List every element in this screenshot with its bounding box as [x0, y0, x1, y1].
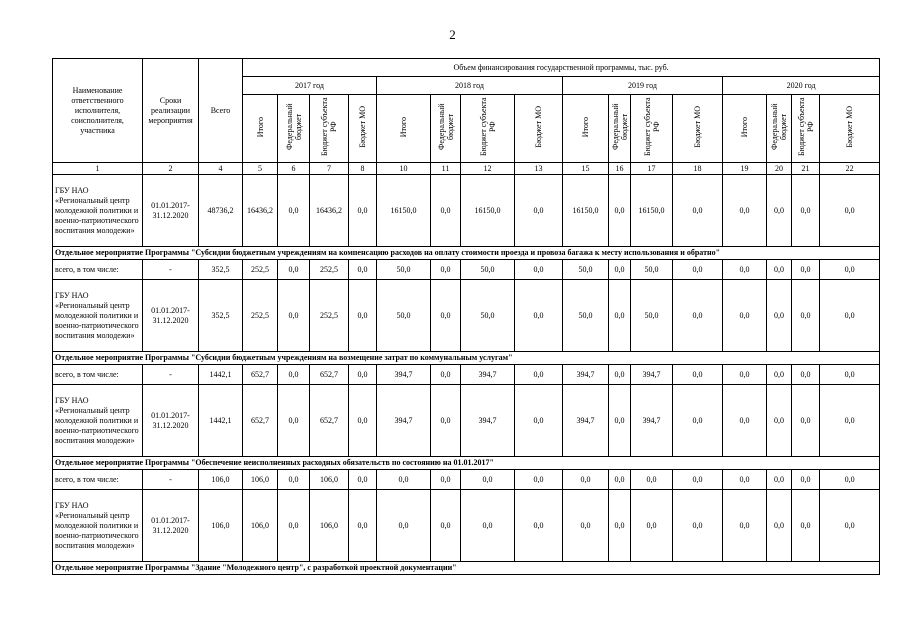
row-name: всего, в том числе: [53, 365, 143, 385]
column-number: 5 [243, 163, 278, 175]
row-value: 252,5 [243, 260, 278, 280]
row-value: 0,0 [820, 260, 880, 280]
row-value: 16150,0 [563, 175, 609, 247]
row-value: 16436,2 [310, 175, 349, 247]
row-value: 394,7 [461, 365, 515, 385]
header-sub-cell [310, 95, 349, 163]
header-sub-cell [820, 95, 880, 163]
row-value: 0,0 [515, 175, 563, 247]
row-value: 0,0 [563, 470, 609, 490]
row-value: 0,0 [820, 175, 880, 247]
row-terms: 01.01.2017-31.12.2020 [143, 490, 199, 562]
column-number: 17 [631, 163, 673, 175]
row-value: 0,0 [278, 470, 310, 490]
row-value: 0,0 [377, 490, 431, 562]
row-value: 0,0 [349, 470, 377, 490]
row-value: 0,0 [820, 385, 880, 457]
header-sub-cell [515, 95, 563, 163]
row-value: 0,0 [631, 490, 673, 562]
row-value: 394,7 [377, 385, 431, 457]
row-value: 0,0 [609, 280, 631, 352]
row-value: 50,0 [563, 260, 609, 280]
row-value: 0,0 [377, 470, 431, 490]
row-value: 16150,0 [631, 175, 673, 247]
row-value: 252,5 [310, 260, 349, 280]
row-value: 652,7 [243, 365, 278, 385]
row-terms: 01.01.2017-31.12.2020 [143, 385, 199, 457]
row-value: 16150,0 [461, 175, 515, 247]
header-sub-label: Бюджет субъекта РФ [796, 97, 815, 157]
row-name: ГБУ НАО «Региональный центр молодежной политики и военно-патриотического воспитания молодежи» [53, 490, 143, 562]
column-number: 15 [563, 163, 609, 175]
row-value: 0,0 [820, 280, 880, 352]
row-value: 106,0 [243, 490, 278, 562]
row-value: 0,0 [792, 385, 820, 457]
header-sub-label: Федеральный бюджет [770, 103, 788, 151]
row-value: 0,0 [349, 280, 377, 352]
row-value: 394,7 [631, 365, 673, 385]
header-terms: Сроки реализации мероприятия [143, 59, 199, 163]
row-value: 0,0 [515, 385, 563, 457]
row-value: 0,0 [820, 365, 880, 385]
header-sub-cell [631, 95, 673, 163]
row-value: 394,7 [631, 385, 673, 457]
column-number: 1 [53, 163, 143, 175]
row-value: 0,0 [723, 385, 767, 457]
row-value: 0,0 [515, 490, 563, 562]
row-terms: - [143, 470, 199, 490]
header-sub-cell [461, 95, 515, 163]
row-value: 50,0 [563, 280, 609, 352]
row-value: 0,0 [673, 365, 723, 385]
row-value: 0,0 [431, 365, 461, 385]
row-value: 0,0 [673, 280, 723, 352]
row-value: 0,0 [792, 490, 820, 562]
table-row [53, 365, 880, 385]
row-value: 0,0 [631, 470, 673, 490]
column-number: 2 [143, 163, 199, 175]
header-sub-label: Итого [740, 116, 749, 138]
row-terms: - [143, 365, 199, 385]
row-value: 1442,1 [199, 385, 243, 457]
row-value: 0,0 [767, 175, 792, 247]
row-value: 394,7 [563, 365, 609, 385]
row-value: 394,7 [563, 385, 609, 457]
row-value: 106,0 [243, 470, 278, 490]
row-value: 106,0 [310, 490, 349, 562]
row-value: 0,0 [767, 280, 792, 352]
row-value: 0,0 [431, 280, 461, 352]
row-value: 0,0 [431, 470, 461, 490]
header-sub-label: Бюджет субъекта РФ [478, 97, 497, 157]
section-row [53, 562, 880, 575]
column-number: 20 [767, 163, 792, 175]
row-value: 48736,2 [199, 175, 243, 247]
column-number: 18 [673, 163, 723, 175]
row-value: 0,0 [723, 260, 767, 280]
column-number: 12 [461, 163, 515, 175]
header-sub-label: Бюджет субъекта РФ [320, 97, 338, 157]
row-value: 652,7 [310, 365, 349, 385]
column-number: 22 [820, 163, 880, 175]
header-year: 2019 год [563, 77, 723, 95]
column-number: 7 [310, 163, 349, 175]
header-sub-label: Бюджет МО [534, 106, 543, 148]
row-value: 50,0 [631, 280, 673, 352]
column-number: 11 [431, 163, 461, 175]
table-row [53, 280, 880, 352]
row-value: 352,5 [199, 260, 243, 280]
row-value: 0,0 [609, 385, 631, 457]
header-sub-cell [349, 95, 377, 163]
row-name: всего, в том числе: [53, 470, 143, 490]
row-value: 352,5 [199, 280, 243, 352]
row-value: 0,0 [673, 490, 723, 562]
row-value: 0,0 [431, 490, 461, 562]
column-number: 13 [515, 163, 563, 175]
row-value: 0,0 [431, 260, 461, 280]
row-value: 0,0 [515, 280, 563, 352]
section-title: Отдельное мероприятие Программы "Здание "Молодежного центр", с разработкой проектной документации" [53, 562, 880, 575]
header-sub-label: Федеральный бюджет [436, 103, 455, 151]
header-sub-cell [563, 95, 609, 163]
section-title: Отдельное мероприятие Программы "Субсидии бюджетным учреждениям на компенсацию расходов на оплату стоимости проезда и провоза багажа к месту использования и обратно" [53, 247, 880, 260]
row-value: 0,0 [278, 385, 310, 457]
row-value: 0,0 [431, 175, 461, 247]
header-sub-label: Бюджет МО [693, 106, 702, 148]
row-value: 0,0 [767, 385, 792, 457]
row-value: 394,7 [377, 365, 431, 385]
column-number: 4 [199, 163, 243, 175]
header-volume: Объем финансирования государственной программы, тыс. руб. [243, 59, 880, 77]
financing-table [52, 58, 880, 575]
row-value: 0,0 [723, 280, 767, 352]
header-sub-label: Федеральный бюджет [284, 103, 303, 151]
table-row [53, 385, 880, 457]
row-value: 0,0 [767, 365, 792, 385]
row-terms: 01.01.2017-31.12.2020 [143, 175, 199, 247]
row-value: 0,0 [609, 365, 631, 385]
row-value: 0,0 [723, 470, 767, 490]
header-sub-cell [243, 95, 278, 163]
column-number: 16 [609, 163, 631, 175]
table-row [53, 260, 880, 280]
row-value: 0,0 [278, 280, 310, 352]
row-value: 0,0 [609, 260, 631, 280]
row-value: 652,7 [243, 385, 278, 457]
row-value: 0,0 [278, 260, 310, 280]
table-row [53, 175, 880, 247]
row-value: 0,0 [673, 260, 723, 280]
section-row [53, 247, 880, 260]
row-value: 0,0 [767, 260, 792, 280]
row-value: 0,0 [673, 175, 723, 247]
row-value: 0,0 [723, 175, 767, 247]
table-row [53, 490, 880, 562]
header-sub-cell [431, 95, 461, 163]
row-value: 16436,2 [243, 175, 278, 247]
row-terms: 01.01.2017-31.12.2020 [143, 280, 199, 352]
row-value: 0,0 [792, 280, 820, 352]
row-name: ГБУ НАО «Региональный центр молодежной политики и военно-патриотического воспитания молодежи» [53, 385, 143, 457]
section-title: Отдельное мероприятие Программы "Субсидии бюджетным учреждениям на возмещение затрат по коммунальным услугам" [53, 352, 880, 365]
row-value: 0,0 [278, 365, 310, 385]
row-value: 0,0 [820, 470, 880, 490]
row-value: 0,0 [515, 470, 563, 490]
row-value: 0,0 [515, 260, 563, 280]
row-value: 0,0 [767, 490, 792, 562]
row-value: 0,0 [792, 470, 820, 490]
row-value: 106,0 [199, 490, 243, 562]
section-row [53, 352, 880, 365]
row-value: 0,0 [767, 470, 792, 490]
header-sub-label: Федеральный бюджет [610, 103, 629, 151]
row-value: 50,0 [377, 280, 431, 352]
row-value: 0,0 [609, 175, 631, 247]
header-sub-cell [723, 95, 767, 163]
row-value: 0,0 [515, 365, 563, 385]
row-value: 0,0 [349, 385, 377, 457]
table-row [53, 470, 880, 490]
header-sub-label: Итого [581, 116, 590, 138]
row-name: ГБУ НАО «Региональный центр молодежной политики и военно-патриотического воспитания молодежи» [53, 280, 143, 352]
row-value: 50,0 [377, 260, 431, 280]
row-value: 0,0 [563, 490, 609, 562]
row-value: 0,0 [461, 470, 515, 490]
row-value: 50,0 [461, 280, 515, 352]
row-value: 394,7 [461, 385, 515, 457]
section-row [53, 457, 880, 470]
header-year: 2018 год [377, 77, 563, 95]
column-number: 21 [792, 163, 820, 175]
row-terms: - [143, 260, 199, 280]
header-name: Наименование ответственного исполнителя, соисполнителя, участника [53, 59, 143, 163]
column-number: 10 [377, 163, 431, 175]
row-name: всего, в том числе: [53, 260, 143, 280]
header-sub-cell [278, 95, 310, 163]
header-total: Всего [199, 59, 243, 163]
row-value: 50,0 [461, 260, 515, 280]
row-value: 0,0 [792, 175, 820, 247]
row-value: 0,0 [792, 365, 820, 385]
header-sub-label: Бюджет МО [845, 106, 855, 148]
row-value: 0,0 [461, 490, 515, 562]
header-sub-label: Итого [255, 116, 265, 138]
row-value: 106,0 [199, 470, 243, 490]
row-value: 0,0 [723, 365, 767, 385]
row-value: 0,0 [431, 385, 461, 457]
column-number: 6 [278, 163, 310, 175]
row-value: 0,0 [673, 385, 723, 457]
row-value: 0,0 [609, 470, 631, 490]
header-sub-cell [673, 95, 723, 163]
header-sub-label: Бюджет МО [358, 106, 367, 148]
page-number: 2 [449, 27, 456, 42]
row-value: 0,0 [349, 490, 377, 562]
row-value: 0,0 [609, 490, 631, 562]
row-value: 16150,0 [377, 175, 431, 247]
section-title: Отдельное мероприятие Программы "Обеспечение неисполненных расходных обязательств по состоянию на 01.01.2017" [53, 457, 880, 470]
row-value: 0,0 [278, 175, 310, 247]
header-year: 2020 год [723, 77, 880, 95]
row-name: ГБУ НАО «Региональный центр молодежной политики и военно-патриотического воспитания молодежи» [53, 175, 143, 247]
row-value: 0,0 [278, 490, 310, 562]
header-sub-cell [767, 95, 792, 163]
row-value: 50,0 [631, 260, 673, 280]
header-sub-cell [792, 95, 820, 163]
column-number: 19 [723, 163, 767, 175]
header-sub-cell [377, 95, 431, 163]
column-number: 8 [349, 163, 377, 175]
header-sub-label: Бюджет субъекта РФ [642, 97, 661, 157]
row-value: 0,0 [349, 260, 377, 280]
row-value: 106,0 [310, 470, 349, 490]
row-value: 252,5 [243, 280, 278, 352]
header-year: 2017 год [243, 77, 377, 95]
row-value: 0,0 [792, 260, 820, 280]
row-value: 0,0 [820, 490, 880, 562]
header-sub-label: Итого [399, 116, 408, 138]
row-value: 0,0 [349, 175, 377, 247]
row-value: 0,0 [349, 365, 377, 385]
header-sub-cell [609, 95, 631, 163]
row-value: 252,5 [310, 280, 349, 352]
row-value: 0,0 [723, 490, 767, 562]
row-value: 0,0 [673, 470, 723, 490]
row-value: 1442,1 [199, 365, 243, 385]
row-value: 652,7 [310, 385, 349, 457]
